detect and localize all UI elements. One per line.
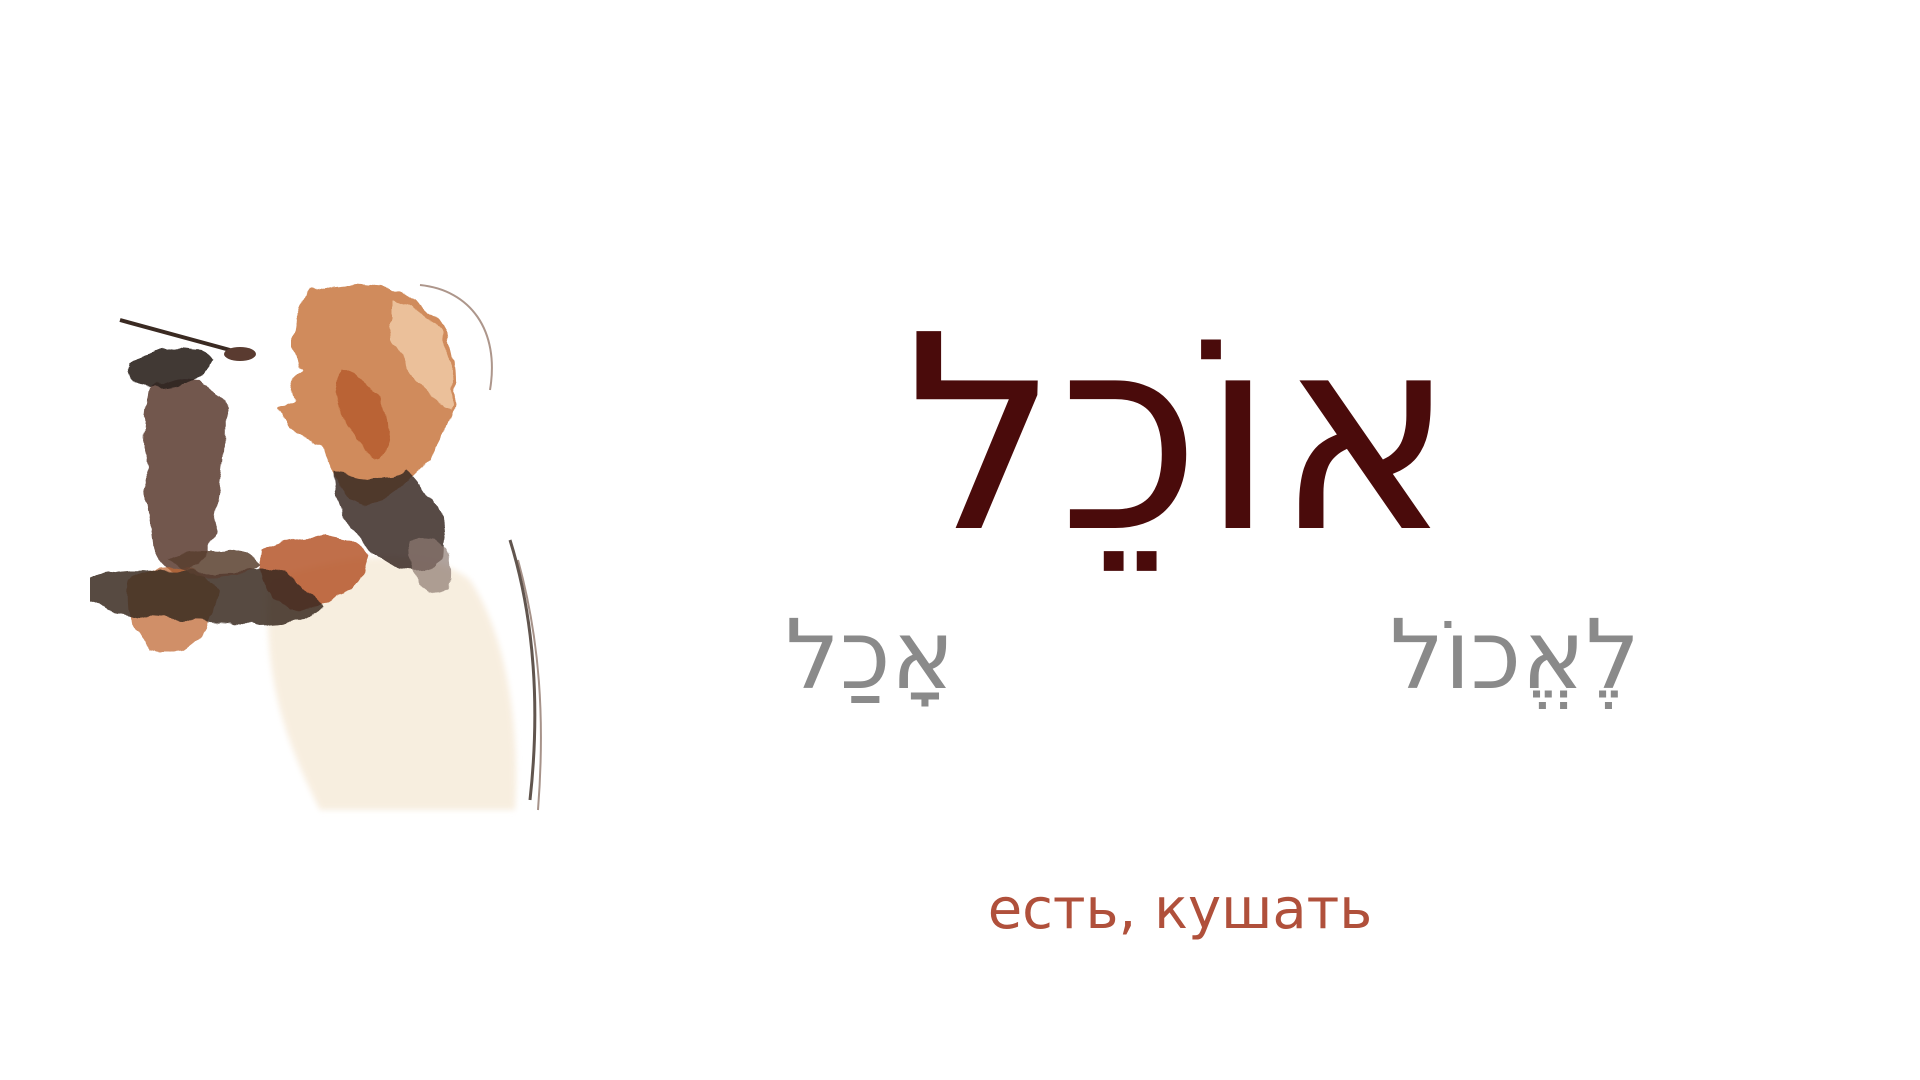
main-word <box>900 270 1460 600</box>
eating-person-watercolor-icon <box>90 280 560 820</box>
past-tense-form: אָכַל <box>785 599 955 711</box>
letter-vav: ו <box>1201 277 1275 592</box>
translation-text: есть, кушать <box>987 877 1373 942</box>
letter-lamed: ל <box>904 277 1059 592</box>
letter-alef: א <box>1274 277 1456 592</box>
infinitive-form: לֶאֱכוֹל <box>1389 599 1640 711</box>
letter-kaf: כ <box>1058 277 1202 592</box>
